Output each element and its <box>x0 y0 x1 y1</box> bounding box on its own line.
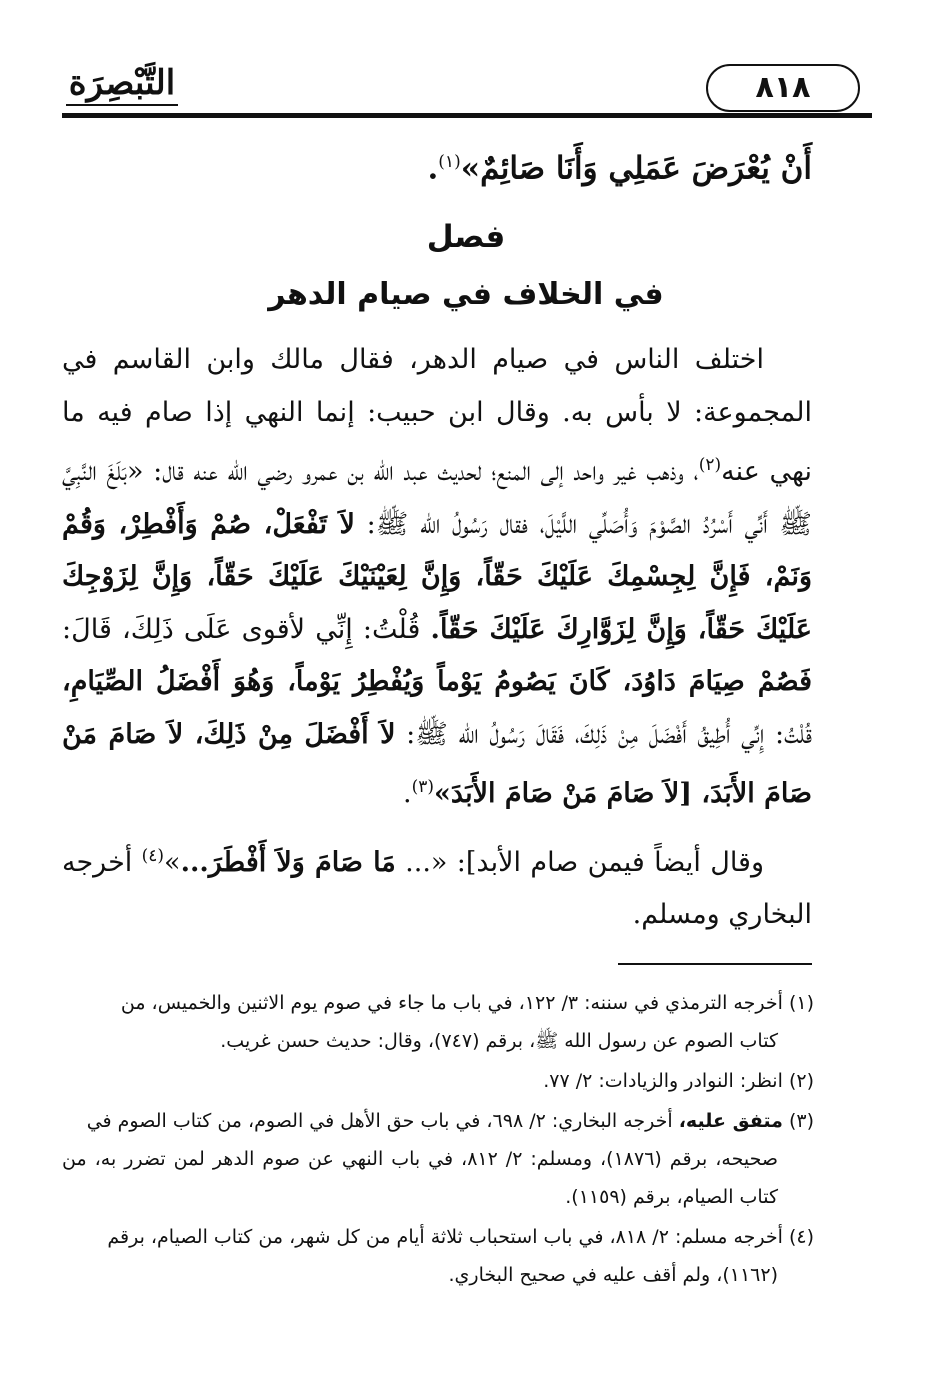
opening-hadith-text: أَنْ يُعْرَضَ عَمَلِي وَأَنَا صَائِمٌ» <box>460 150 812 187</box>
p1-answer-1: فَصُمْ صِيَامَ دَاوُدَ، كَانَ يَصُومُ يَوْماً وَيُفْطِرُ يَوْماً، وَهُوَ أَفْضَلُ الصِّيَامِ، <box>62 666 812 697</box>
footnote-ref-3[interactable]: (٣) <box>411 777 435 797</box>
p1-hadith: لاَ تَفْعَلْ، صُمْ وَأَفْطِرْ، وَقُمْ وَنَمْ، فَإِنَّ لِجِسْمِكَ عَلَيْكَ حَقّاً، وَإِنَّ لِعَيْنَيْكَ عَلَيْكَ حَقّاً، وَإِنَّ لِزَوْجِكَ عَلَيْكَ حَقّاً، وَإِنَّ لِزَوَّارِكَ عَلَيْكَ حَقّاً. <box>62 508 812 645</box>
p1-answer-2: لاَ أَفْضَلَ مِنْ ذَلِكَ، لاَ صَامَ مَنْ صَامَ الأَبَدَ، [لاَ صَامَ مَنْ صَامَ الأَبَدَ» <box>62 718 812 809</box>
footnote-text-cont: صحيحه، برقم (١٨٧٦)، ومسلم: ٢/ ٨١٢، في باب النهي عن صوم الدهر لمن تضرر به، من كتاب الصيام، برقم (١١٥٩). <box>62 1148 778 1208</box>
p1-end: . <box>403 778 412 809</box>
footnote-ref-2[interactable]: (٢) <box>698 455 722 475</box>
p1-question-2: قُلْتُ: إِنِّي أُطِيقُ أَفْضَلَ مِنْ ذَلِكَ، فَقَالَ رَسُولُ الله ﷺ: <box>406 718 812 750</box>
p1-intro: اختلف الناس في صيام الدهر، فقال مالك وابن القاسم في المجموعة: لا بأس به. وقال ابن حبيب: إنما النهي إذا صام فيه ما نهي عنه <box>62 344 812 487</box>
section-subheading: في الخلاف في صيام الدهر <box>268 277 664 312</box>
footnote-ref-1[interactable]: (١) <box>438 152 461 172</box>
footnote-text: انظر: النوادر والزيادات: ٢/ ٧٧. <box>543 1070 783 1092</box>
paragraph-1 <box>62 334 812 821</box>
footnote-text-cont: (١١٦٢)، ولم أقف عليه في صحيح البخاري. <box>448 1264 778 1286</box>
footnote-text-cont: كتاب الصوم عن رسول الله ﷺ، برقم (٧٤٧)، وقال: حديث حسن غريب. <box>220 1030 778 1052</box>
footnote-text: أخرجه الترمذي في سننه: ٣/ ١٢٢، في باب ما جاء في صوم يوم الاثنين والخميس، من <box>120 992 783 1014</box>
p2-close-quote: » <box>164 847 181 878</box>
footnote-number: (٣) <box>788 1110 814 1132</box>
footnote-text: أخرجه البخاري: ٢/ ٦٩٨، في باب حق الأهل في الصوم، من كتاب الصوم في <box>86 1110 679 1132</box>
footnote-text: أخرجه مسلم: ٢/ ٨١٨، في باب استحباب ثلاثة أيام من كل شهر، من كتاب الصيام، برقم <box>107 1226 783 1248</box>
footnote-bold-lead: متفق عليه، <box>678 1110 783 1132</box>
footnote-3 <box>62 1102 814 1216</box>
opening-line <box>62 136 812 194</box>
footnote-4 <box>62 1218 814 1294</box>
section-heading: فصل <box>426 219 506 255</box>
header-rule <box>62 113 872 118</box>
paragraph-2 <box>62 830 812 941</box>
p1-mid: ، وذهب غير واحد إلى المنع؛ لحديث عبد الله بن عمرو رضي الله عنه قال: «بَلَغَ النَّبِيَّ ﷺ أَنِّي أَسْرُدُ الصَّوْمَ وَأُصَلِّي اللَّيْلَ، فقال رَسُولُ الله ﷺ: <box>62 456 812 540</box>
footnote-number: (٤) <box>788 1226 814 1248</box>
footnote-number: (١) <box>788 992 814 1014</box>
footnotes <box>62 984 814 1296</box>
p2-rest: أخرجه البخاري ومسلم. <box>62 847 812 930</box>
opening-line-end: . <box>427 150 439 187</box>
footnote-2 <box>62 1062 814 1100</box>
p2-hadith: مَا صَامَ وَلاَ أَفْطَرَ... <box>180 847 396 878</box>
footnote-number: (٢) <box>788 1070 814 1092</box>
p2-intro: وقال أيضاً فيمن صام الأبد]: «... <box>405 847 764 878</box>
footnote-1 <box>62 984 814 1060</box>
book-title-logo: التَّبْصِرَة <box>62 56 182 110</box>
footnote-ref-4[interactable]: (٤) <box>141 846 165 866</box>
p1-question-1: قُلْتُ: إِنِّي لأقوى عَلَى ذَلِكَ، قَالَ: <box>62 613 421 645</box>
page-number: ٨١٨ <box>706 64 860 112</box>
footnote-separator <box>618 963 812 965</box>
